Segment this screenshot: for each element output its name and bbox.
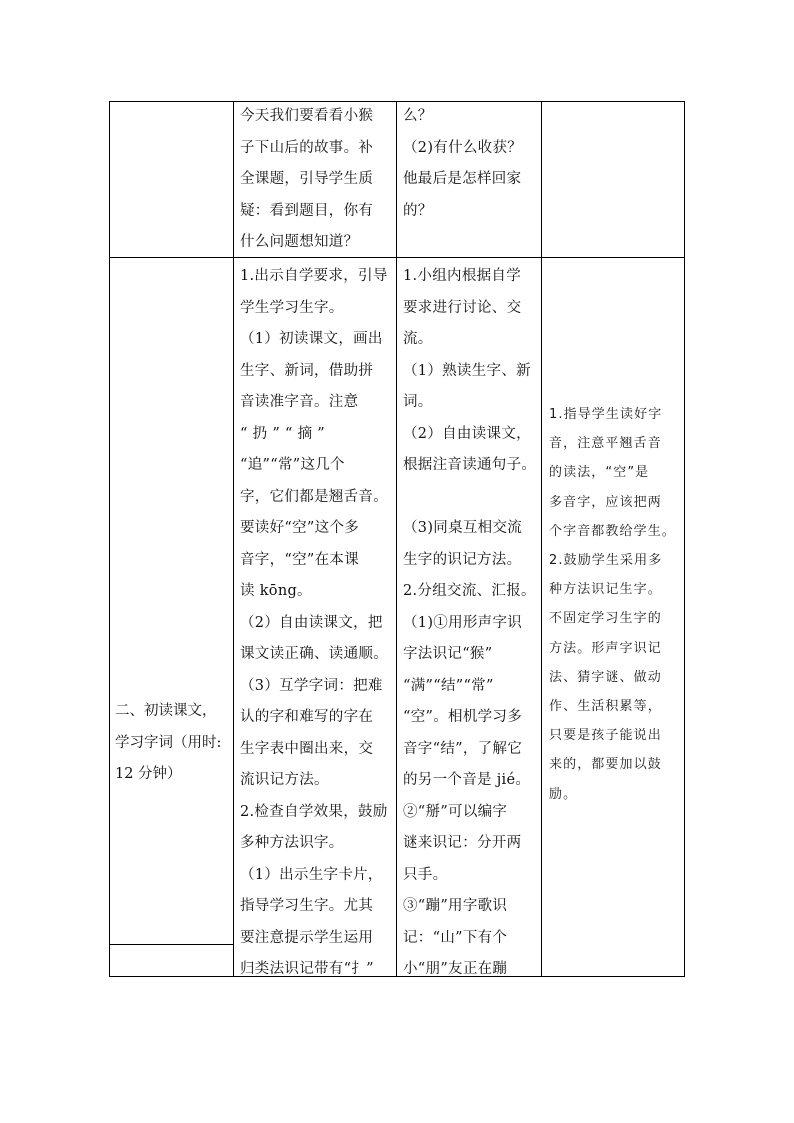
text-line: （1）出示生字卡片， bbox=[240, 866, 383, 883]
text-line: 学生学习生字。 bbox=[240, 299, 344, 316]
stage-cell-sub-divider bbox=[109, 944, 233, 945]
text-line: 二、初读课文， bbox=[115, 703, 217, 719]
text-line: 要注意提示学生运用 bbox=[240, 929, 374, 946]
text-line: （2）自由读课文，把 bbox=[240, 614, 383, 631]
table-border-right bbox=[684, 101, 685, 977]
text-line: 小“朋”友正在蹦 bbox=[403, 961, 508, 977]
text-line: 全课题，引导学生质 bbox=[240, 171, 374, 187]
text-line: 音字“结”，了解它 bbox=[403, 740, 523, 757]
text-line: 要读好“空”这个多 bbox=[240, 520, 360, 536]
student-activity-cell-reading bbox=[403, 261, 536, 986]
text-line: 2.鼓励学生采用多 bbox=[549, 553, 663, 569]
text-line: 指导学习生字。尤其 bbox=[240, 898, 374, 914]
table-border-left bbox=[109, 101, 110, 977]
text-line: （3）互学字词：把难 bbox=[240, 677, 383, 694]
text-line: （1)①用形声字识 bbox=[403, 614, 523, 631]
text-line: 字，它们都是翘舌音。 bbox=[240, 488, 388, 505]
text-line: 1.小组内根据自学 bbox=[403, 268, 522, 284]
text-line: 生字表中圈出来，交 bbox=[240, 740, 374, 757]
text-line: 方法。形声字识记 bbox=[549, 640, 662, 656]
text-line bbox=[403, 482, 536, 514]
text-line: 子下山后的故事。补 bbox=[240, 139, 374, 156]
student-activity-cell-intro bbox=[403, 101, 522, 227]
text-line: “追”“常”这几个 bbox=[240, 457, 345, 473]
text-line: 不固定学习生字的 bbox=[549, 611, 662, 627]
text-line: 根据注音读通句子。 bbox=[403, 457, 537, 473]
text-line: 励。 bbox=[549, 786, 578, 802]
column-divider-2 bbox=[396, 101, 397, 977]
text-line: 什么问题想知道？ bbox=[240, 234, 359, 250]
teacher-activity-cell-intro bbox=[240, 101, 373, 259]
design-intent-cell bbox=[549, 400, 676, 809]
text-line: 记：“山”下有个 bbox=[403, 929, 508, 946]
text-line: （2)有什么收获？ bbox=[403, 139, 523, 156]
text-line: 字法识记“猴” bbox=[403, 646, 493, 662]
text-line: 多音字，应该把两 bbox=[549, 494, 662, 510]
text-line: 要求进行讨论、交 bbox=[403, 299, 522, 316]
text-line: 读 kōng。 bbox=[240, 583, 312, 599]
text-line: 音读准字音。注意 bbox=[240, 394, 359, 410]
text-line: “空”。相机学习多 bbox=[403, 709, 523, 725]
text-line: 1.指导学生读好字 bbox=[549, 407, 663, 422]
text-line: （3)同桌互相交流 bbox=[403, 520, 523, 536]
row-divider bbox=[109, 257, 685, 258]
text-line: 的读法，“空”是 bbox=[549, 465, 650, 481]
text-line: “满”“结”“常” bbox=[403, 677, 494, 694]
text-line: “ 扔 ” “ 摘 ” bbox=[240, 425, 325, 442]
text-line: 课文读正确、读通顺。 bbox=[240, 646, 388, 662]
text-line: 来的，都要加以鼓 bbox=[549, 757, 662, 773]
text-line: 只要是孩子能说出 bbox=[549, 728, 662, 744]
text-line: 流。 bbox=[403, 331, 433, 347]
text-line: 词。 bbox=[403, 394, 433, 410]
text-line: 音字，“空”在本课 bbox=[240, 551, 360, 568]
column-divider-3 bbox=[541, 101, 542, 977]
text-line: （1）初读课文，画出 bbox=[240, 331, 383, 347]
teacher-activity-cell-reading bbox=[240, 261, 388, 986]
text-line: 么？ bbox=[403, 108, 433, 124]
text-line: 2.检查自学效果，鼓励 bbox=[240, 803, 388, 820]
text-line: 生字的识记方法。 bbox=[403, 551, 522, 568]
text-line: 生字、新词，借助拼 bbox=[240, 362, 374, 379]
text-line: ②“掰”可以编字 bbox=[403, 803, 508, 820]
text-line: 归类法识记带有“扌” bbox=[240, 961, 374, 977]
text-line: 2.分组交流、汇报。 bbox=[403, 583, 536, 599]
text-line: 种方法识记生字。 bbox=[549, 582, 662, 598]
text-line: （1）熟读生字、新 bbox=[403, 362, 531, 379]
column-divider-1 bbox=[233, 101, 234, 977]
text-line: （2）自由读课文， bbox=[403, 425, 531, 442]
text-line: 音，注意平翘舌音 bbox=[549, 436, 662, 452]
text-line: 谜来识记：分开两 bbox=[403, 835, 522, 851]
text-line: 多种方法识字。 bbox=[240, 835, 344, 851]
text-line: 今天我们要看看小猴 bbox=[240, 108, 374, 124]
text-line: 的另一个音是 jié。 bbox=[403, 772, 531, 788]
text-line: 疑：看到题目，你有 bbox=[240, 202, 374, 219]
text-line: 流识记方法。 bbox=[240, 772, 329, 788]
text-line: 个字音都教给学生。 bbox=[549, 523, 676, 539]
stage-title-cell bbox=[115, 696, 221, 791]
text-line: 作、生活积累等， bbox=[549, 699, 662, 715]
text-line: 学习字词（用时: bbox=[115, 734, 222, 751]
text-line: ③“蹦”用字歌识 bbox=[403, 898, 508, 914]
text-line: 认的字和难写的字在 bbox=[240, 709, 374, 725]
text-line: 的？ bbox=[403, 202, 433, 219]
text-line: 法、猜字谜、做动 bbox=[549, 669, 662, 685]
text-line: 12 分钟） bbox=[115, 766, 182, 782]
text-line: 他最后是怎样回家 bbox=[403, 171, 522, 187]
table-border-top bbox=[109, 101, 685, 102]
text-line: 只手。 bbox=[403, 866, 448, 883]
text-line: 1.出示自学要求，引导 bbox=[240, 268, 388, 284]
table-border-bottom bbox=[109, 976, 685, 977]
